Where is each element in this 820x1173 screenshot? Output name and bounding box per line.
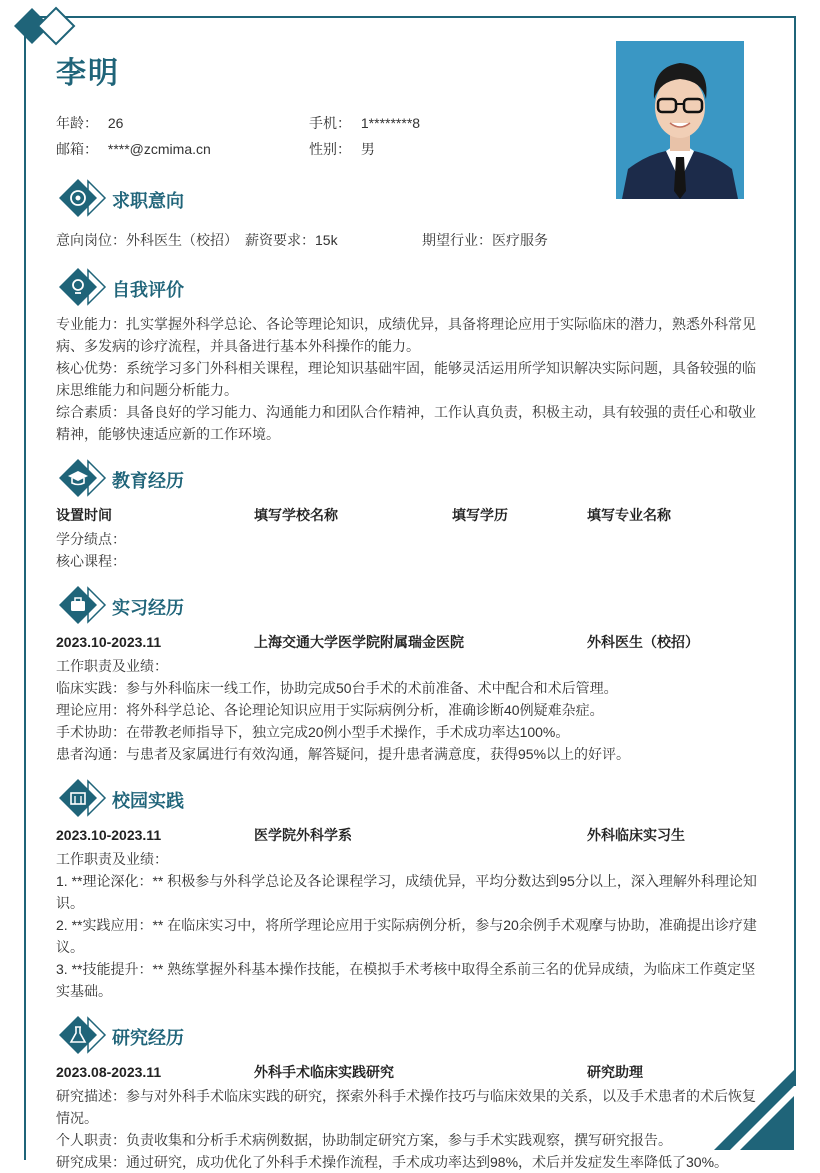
education-courses: 核心课程： <box>56 553 126 569</box>
profile-photo <box>616 41 744 199</box>
gender-label: 性别： <box>309 141 351 157</box>
research-desc: 研究描述：参与对外科手术临床实践的研究，探索外科手术操作技巧与临床效果的关系，以及手术患者的术后恢复情况。 <box>56 1088 756 1126</box>
research-duty: 个人职责：负责收集和分析手术病例数据，协助制定研究方案，参与手术实践观察，撰写研究报告。 <box>56 1132 672 1148</box>
building-icon <box>58 778 108 818</box>
gender-value: 男 <box>360 141 375 157</box>
campus-item: 2. **实践应用：** 在临床实习中，将所学理论应用于实际病例分析，参与20余例手术观摩与协助，准确提出诊疗建议。 <box>56 917 757 955</box>
phone-info <box>309 113 420 133</box>
internship-title: 实习经历 <box>112 598 184 618</box>
campus-duty-label: 工作职责及业绩： <box>56 851 168 867</box>
education-degree: 填写学历 <box>452 507 508 523</box>
self-eval-paragraph: 专业能力：扎实掌握外科学总论、各论等理论知识，成绩优异，具备将理论应用于实际临床的潜力，熟悉外科常见病、多发病的诊疗流程，并具备进行基本外科操作的能力。 <box>56 316 756 354</box>
internship-item: 手术协助：在带教老师指导下，独立完成20例小型手术操作，手术成功率达100%。 <box>56 724 570 740</box>
campus-time: 2023.10-2023.11 <box>56 827 162 843</box>
intent-salary: 薪资要求：15k <box>245 232 338 248</box>
flask-icon <box>58 1015 108 1055</box>
diamond-logo-icon <box>10 6 80 46</box>
self-eval-title: 自我评价 <box>112 280 184 300</box>
self-eval-paragraph: 核心优势：系统学习多门外科相关课程，理论知识基础牢固，能够灵活运用所学知识解决实际问题，具备较强的临床思维能力和问题分析能力。 <box>56 360 756 398</box>
campus-row <box>56 824 766 846</box>
age-label: 年龄： <box>56 115 98 131</box>
email-label: 邮箱： <box>56 141 98 157</box>
education-time: 设置时间 <box>56 507 112 523</box>
frame-top-line <box>30 16 796 18</box>
age-value: 26 <box>107 115 124 131</box>
education-major: 填写专业名称 <box>587 507 671 523</box>
education-row <box>56 504 766 526</box>
education-gpa: 学分绩点： <box>56 531 126 547</box>
intent-position: 意向岗位：外科医生（校招） <box>56 232 238 248</box>
frame-right-line <box>794 16 796 1086</box>
internship-time: 2023.10-2023.11 <box>56 634 162 650</box>
internship-row <box>56 631 766 653</box>
intent-row <box>56 229 766 251</box>
phone-value: 1********8 <box>360 115 421 131</box>
campus-item: 1. **理论深化：** 积极参与外科学总论及各论课程学习，成绩优异，平均分数达到95分以上，深入理解外科理论知识。 <box>56 873 757 911</box>
research-time: 2023.08-2023.11 <box>56 1064 162 1080</box>
self-eval-paragraph: 综合素质：具备良好的学习能力、沟通能力和团队合作精神，工作认真负责，积极主动，具有较强的责任心和敬业精神，能够快速适应新的工作环境。 <box>56 404 756 442</box>
research-result: 研究成果：通过研究，成功优化了外科手术操作流程，手术成功率达到98%，术后并发症发生率降低了30%。 <box>56 1154 729 1170</box>
internship-item: 临床实践：参与外科临床一线工作，协助完成50台手术的术前准备、术中配合和术后管理。 <box>56 680 618 696</box>
campus-role: 外科临床实习生 <box>587 827 685 843</box>
target-icon <box>58 178 108 218</box>
campus-org: 医学院外科学系 <box>254 827 352 843</box>
age-info <box>56 113 123 133</box>
email-info <box>56 139 211 159</box>
education-school: 填写学校名称 <box>254 507 338 523</box>
research-title: 研究经历 <box>112 1028 184 1048</box>
internship-item: 患者沟通：与患者及家属进行有效沟通，解答疑问，提升患者满意度，获得95%以上的好评。 <box>56 746 631 762</box>
bulb-icon <box>58 267 108 307</box>
education-title: 教育经历 <box>112 471 184 491</box>
internship-duty-label: 工作职责及业绩： <box>56 658 168 674</box>
internship-role: 外科医生（校招） <box>587 634 699 650</box>
research-role: 研究助理 <box>587 1064 643 1080</box>
internship-org: 上海交通大学医学院附属瑞金医院 <box>254 634 464 650</box>
intent-industry: 期望行业：医疗服务 <box>422 232 548 248</box>
gender-info <box>309 139 375 159</box>
email-value: ****@zcmima.cn <box>107 141 211 157</box>
phone-label: 手机： <box>309 115 351 131</box>
graduation-cap-icon <box>58 458 108 498</box>
candidate-name: 李明 <box>56 57 120 90</box>
briefcase-icon <box>58 585 108 625</box>
internship-item: 理论应用：将外科学总论、各论理论知识应用于实际病例分析，准确诊断40例疑难杂症。 <box>56 702 604 718</box>
campus-item: 3. **技能提升：** 熟练掌握外科基本操作技能，在模拟手术考核中取得全系前三名的优异成绩，为临床工作奠定坚实基础。 <box>56 961 756 999</box>
campus-title: 校园实践 <box>112 791 184 811</box>
research-project: 外科手术临床实践研究 <box>254 1064 394 1080</box>
frame-left-line <box>24 30 26 1160</box>
intent-title: 求职意向 <box>112 191 184 211</box>
research-row <box>56 1061 766 1083</box>
